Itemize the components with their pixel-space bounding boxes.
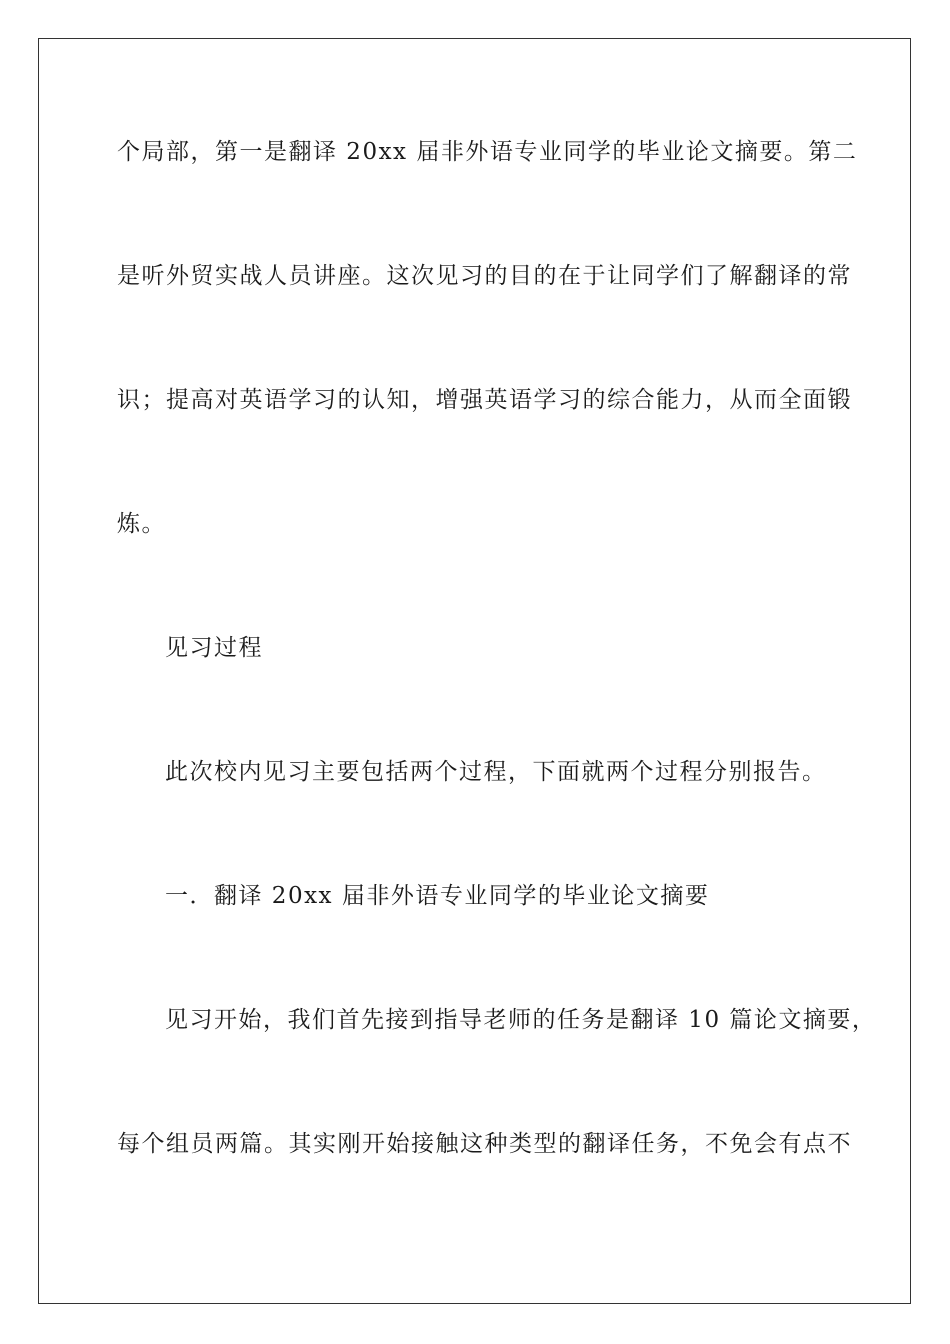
- body-text-line: 识；提高对英语学习的认知，增强英语学习的综合能力，从而全面锻: [117, 387, 852, 413]
- paragraph-line: 见习开始，我们首先接到指导老师的任务是翻译 10 篇论文摘要，: [165, 1007, 877, 1033]
- body-text-line: 炼。: [117, 511, 166, 537]
- paragraph-line: 此次校内见习主要包括两个过程，下面就两个过程分别报告。: [165, 759, 827, 785]
- body-text-line: 个局部，第一是翻译 20xx 届非外语专业同学的毕业论文摘要。第二: [117, 139, 858, 165]
- body-text-line: 每个组员两篇。其实刚开始接触这种类型的翻译任务，不免会有点不: [117, 1131, 852, 1157]
- body-text-line: 是听外贸实战人员讲座。这次见习的目的在于让同学们了解翻译的常: [117, 263, 852, 289]
- subsection-heading: 一．翻译 20xx 届非外语专业同学的毕业论文摘要: [165, 883, 710, 909]
- page-border: [38, 38, 911, 1304]
- section-heading: 见习过程: [165, 635, 263, 661]
